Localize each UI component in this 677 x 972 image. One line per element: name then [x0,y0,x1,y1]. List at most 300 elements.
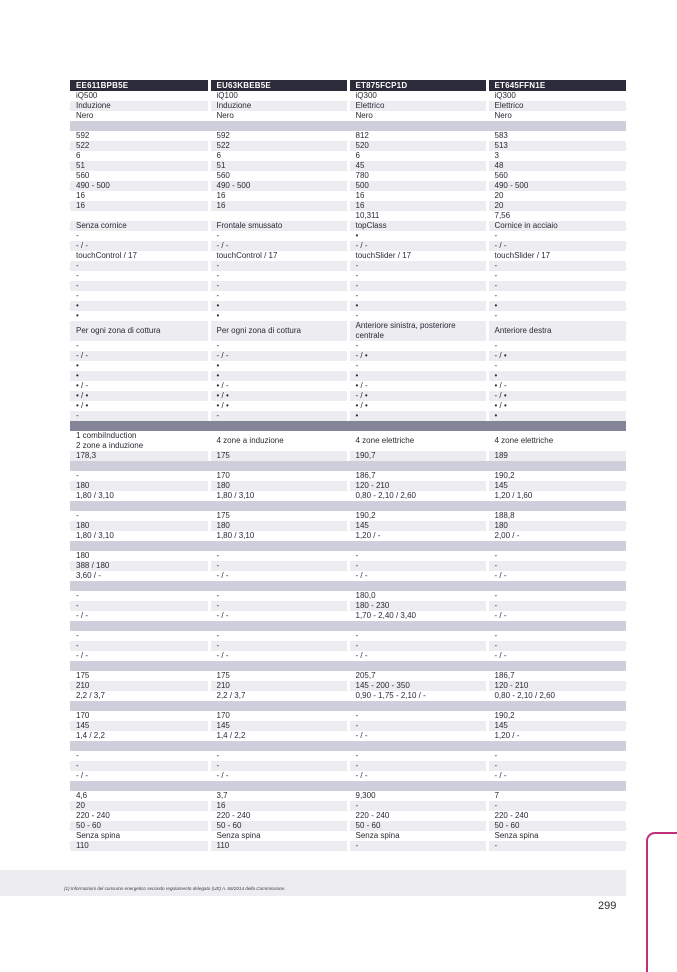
table-cell: 180 - 230 [348,601,487,611]
table-cell: • [209,311,348,321]
section-divider-cell [70,461,626,471]
table-cell: 1,20 / - [487,731,626,741]
section-divider-cell [70,421,626,431]
table-cell: 0,90 - 1,75 - 2,10 / - [348,691,487,701]
table-cell: - [487,591,626,601]
section-divider [70,581,626,591]
table-cell: 2,00 / - [487,531,626,541]
table-row [70,601,626,611]
table-cell: - / - [209,651,348,661]
table-cell: • [487,411,626,421]
table-cell: 1,4 / 2,2 [209,731,348,741]
table-cell: 20 [487,191,626,201]
table-cell: 110 [209,841,348,851]
table-cell: - [487,841,626,851]
table-cell: 9,300 [348,791,487,801]
section-divider-cell [70,781,626,791]
table-cell: Nero [76,111,94,120]
table-cell: - [70,601,209,611]
table-cell: 145 [487,721,626,731]
table-cell: 1,80 / 3,10 [209,491,348,501]
table-cell: 120 - 210 [487,681,626,691]
table-cell: - / • [487,351,626,361]
table-cell: Elettrico [348,101,487,111]
table-cell: - [348,341,487,351]
table-cell: touchSlider / 17 [487,251,626,261]
table-cell: - [348,361,487,371]
table-cell: • [348,411,487,421]
table-cell: 812 [348,131,487,141]
table-row [70,151,626,161]
table-cell: 1 combiInduction 2 zone a induzione [76,431,144,450]
table-cell: - [209,271,348,281]
table-row [70,651,626,661]
table-cell: - / - [487,651,626,661]
table-cell: 3,7 [209,791,348,801]
table-cell: Anteriore sinistra, posteriore centrale [348,321,487,341]
table-row [70,671,626,681]
table-cell: 186,7 [487,671,626,681]
table-cell [209,211,348,221]
table-cell: Cornice in acciaio [487,221,626,231]
table-cell: 180,0 [348,591,487,601]
table-cell: - / - [70,241,209,251]
table-cell: 190,7 [348,451,487,461]
table-cell: 1,80 / 3,10 [209,531,348,541]
table-cell: • / • [70,391,209,401]
table-cell: 513 [487,141,626,151]
table-cell: - [348,551,487,561]
section-divider [70,621,626,631]
table-cell: - [487,751,626,761]
table-cell: - [209,751,348,761]
section-divider-cell [70,581,626,591]
table-cell: 520 [348,141,487,151]
table-cell: - [76,471,79,480]
table-cell: 178,3 [70,451,209,461]
table-cell: 170 [76,711,90,720]
table-row [70,381,626,391]
table-row [70,551,626,561]
table-cell: 780 [348,171,487,181]
table-cell: touchSlider / 17 [348,251,487,261]
table-row [70,291,626,301]
table-row [70,281,626,291]
table-cell: - / - [209,351,348,361]
table-row [70,401,626,411]
table-cell: 10,311 [348,211,487,221]
table-cell: - [209,291,348,301]
table-row [70,761,626,771]
section-divider [70,121,626,131]
table-cell: Induzione [70,101,209,111]
table-cell: • [209,361,348,371]
table-cell: 2,2 / 3,7 [76,691,105,700]
table-cell: 190,2 [487,471,626,481]
table-cell: - / - [209,771,348,781]
table-cell: 220 - 240 [348,811,487,821]
table-cell: Senza cornice [70,221,209,231]
table-cell: 16 [348,201,487,211]
table-cell: - [348,281,487,291]
table-cell: 16 [209,801,348,811]
table-cell: - / - [348,571,487,581]
table-cell: - [76,341,79,350]
table-cell: 6 [209,151,348,161]
table-cell: • [487,301,626,311]
table-row [70,681,626,691]
table-row [70,631,626,641]
table-cell: - [487,631,626,641]
table-cell: - [76,291,79,300]
table-cell: - [348,271,487,281]
table-cell: 2,2 / 3,7 [209,691,348,701]
page-number: 299 [598,900,617,912]
table-row [70,481,626,491]
table-cell: iQ500 [76,91,98,100]
table-cell: - / - [70,351,209,361]
table-cell: 490 - 500 [70,181,209,191]
table-cell: - [70,641,209,651]
section-divider-cell [70,541,626,551]
table-cell: 180 [209,481,348,491]
table-cell: 50 - 60 [348,821,487,831]
table-cell: - [209,231,348,241]
table-cell: 180 [76,551,90,560]
table-row [70,611,626,621]
table-row [70,791,626,801]
table-row [70,171,626,181]
table-cell: - [70,761,209,771]
table-cell: - / - [76,611,88,620]
table-row [70,301,626,311]
table-cell: - [487,291,626,301]
model-header: ET875FCP1D [348,80,487,91]
table-row [70,431,626,451]
corner-decoration [646,832,677,972]
table-cell: Anteriore destra [487,321,626,341]
table-cell: • [70,301,209,311]
table-cell: - [209,341,348,351]
table-row [70,801,626,811]
table-cell: - / - [348,651,487,661]
table-cell: • / • [76,401,89,410]
table-cell: 583 [487,131,626,141]
table-row [70,511,626,521]
table-row [70,811,626,821]
table-cell: 48 [487,161,626,171]
table-cell: 592 [209,131,348,141]
table-cell: - [348,561,487,571]
table-row [70,241,626,251]
section-divider [70,461,626,471]
table-cell: 1,20 / - [348,531,487,541]
table-cell: - / - [76,651,88,660]
table-cell: - [209,591,348,601]
table-cell: 0,80 - 2,10 / 2,60 [348,491,487,501]
table-row [70,321,626,341]
table-cell: 51 [209,161,348,171]
table-cell: 16 [209,201,348,211]
table-cell: - / - [487,611,626,621]
table-cell: • / • [209,401,348,411]
table-row [70,251,626,261]
table-cell: 51 [70,161,209,171]
section-divider-cell [70,661,626,671]
table-cell: - [487,601,626,611]
table-cell: 145 [487,481,626,491]
table-cell: • [76,311,79,320]
table-cell: 16 [348,191,487,201]
table-cell: - [209,561,348,571]
table-cell: Elettrico [487,101,626,111]
table-cell: 490 - 500 [487,181,626,191]
table-cell: 560 [76,171,90,180]
table-cell: touchControl / 17 [76,251,137,260]
table-row [70,371,626,381]
table-cell: • [348,371,487,381]
table-cell: 50 - 60 [209,821,348,831]
section-divider [70,741,626,751]
section-divider [70,501,626,511]
table-cell: - / - [209,571,348,581]
table-row [70,841,626,851]
table-cell: 180 [70,481,209,491]
section-divider [70,781,626,791]
table-cell: 560 [209,171,348,181]
section-divider-cell [70,741,626,751]
table-cell: 4 zone elettriche [348,431,487,451]
table-cell: 16 [76,191,85,200]
table-row [70,91,626,101]
table-cell: - / - [76,771,88,780]
table-row [70,571,626,581]
table-cell: - [209,631,348,641]
table-row [70,771,626,781]
table-cell: 175 [209,451,348,461]
table-cell: 560 [487,171,626,181]
table-cell: 1,80 / 3,10 [76,531,114,540]
table-row [70,271,626,281]
table-cell: - / • [348,391,487,401]
table-cell: - [348,631,487,641]
table-cell: 145 [348,521,487,531]
table-row [70,561,626,571]
table-cell: - [487,801,626,811]
table-row [70,411,626,421]
table-row [70,191,626,201]
table-cell: - [348,721,487,731]
table-row [70,721,626,731]
table-cell: 210 [209,681,348,691]
table-cell: - [487,271,626,281]
section-divider-cell [70,621,626,631]
table-cell: - / - [487,571,626,581]
table-cell: Nero [209,111,348,121]
table-cell: 50 - 60 [70,821,209,831]
table-cell: Senza spina [76,831,121,840]
table-cell: - [487,231,626,241]
table-cell: - / - [348,771,487,781]
table-cell: - [487,641,626,651]
model-header: EU63KBEB5E [209,80,348,91]
table-cell: 110 [70,841,209,851]
table-row [70,221,626,231]
table-cell: - / - [209,611,348,621]
table-cell: - [209,261,348,271]
table-row [70,261,626,271]
table-cell: • [209,371,348,381]
table-cell: - / - [487,771,626,781]
table-row [70,131,626,141]
table-cell: 7,56 [487,211,626,221]
section-divider [70,541,626,551]
table-row [70,141,626,151]
table-cell: - [70,281,209,291]
table-cell: 175 [209,671,348,681]
table-cell: 4 zone elettriche [487,431,626,451]
table-cell: - [487,341,626,351]
table-cell: - / - [348,241,487,251]
table-cell: 180 [209,521,348,531]
table-cell: 522 [70,141,209,151]
table-row [70,211,626,221]
table-cell: 1,20 / 1,60 [487,491,626,501]
table-cell: - [348,761,487,771]
table-row [70,471,626,481]
table-cell: 522 [209,141,348,151]
table-cell: - / • [348,351,487,361]
table-cell: 16 [209,191,348,201]
table-cell: Frontale smussato [209,221,348,231]
table-row [70,591,626,601]
table-cell: - [487,561,626,571]
table-cell: - [487,311,626,321]
table-cell: - [209,641,348,651]
table-cell: • [487,371,626,381]
table-cell: - [76,631,79,640]
table-cell: 20 [487,201,626,211]
table-cell: 20 [70,801,209,811]
table-cell: • / • [348,401,487,411]
table-cell: 189 [487,451,626,461]
table-cell: 186,7 [348,471,487,481]
table-cell: 0,80 - 2,10 / 2,60 [487,691,626,701]
table-cell: • [76,361,79,370]
table-cell: - [487,261,626,271]
table-cell: - [487,551,626,561]
table-row [70,201,626,211]
table-cell: 190,2 [348,511,487,521]
model-header: EE611BPB5E [70,80,209,91]
table-cell: - [348,801,487,811]
table-cell: 490 - 500 [209,181,348,191]
table-cell: - [76,271,79,280]
table-row [70,691,626,701]
table-cell: 145 - 200 - 350 [348,681,487,691]
table-row [70,231,626,241]
table-cell: iQ100 [209,91,348,101]
table-cell: Senza spina [348,831,487,841]
table-cell: Per ogni zona di cottura [209,321,348,341]
table-row [70,451,626,461]
table-cell: • / • [209,391,348,401]
model-header: ET645FFN1E [487,80,626,91]
table-row [70,521,626,531]
table-cell: - / - [209,241,348,251]
table-cell: 145 [70,721,209,731]
table-cell: 220 - 240 [76,811,110,820]
table-cell: Senza spina [209,831,348,841]
table-cell: topClass [348,221,487,231]
table-cell: - [209,411,348,421]
table-row [70,161,626,171]
footnote-area [0,870,626,896]
table-cell: 388 / 180 [70,561,209,571]
table-cell: - [487,281,626,291]
table-cell: 170 [209,711,348,721]
table-cell: • [348,301,487,311]
table-cell: - [70,411,209,421]
table-row [70,821,626,831]
section-divider-cell [70,501,626,511]
section-divider [70,701,626,711]
table-cell: 210 [70,681,209,691]
table-cell: 16 [70,201,209,211]
table-cell: Nero [487,111,626,121]
table-cell: iQ300 [348,91,487,101]
table-cell: • [209,301,348,311]
table-cell: 4 zone a induzione [209,431,348,451]
table-row [70,531,626,541]
table-cell: Senza spina [487,831,626,841]
table-cell: 205,7 [348,671,487,681]
table-row [70,731,626,741]
table-cell: 190,2 [487,711,626,721]
table-cell: 500 [348,181,487,191]
table-cell: 180 [487,521,626,531]
table-cell: 3,60 / - [76,571,101,580]
table-cell: - [348,711,487,721]
table-cell: - [348,841,487,851]
table-cell: 1,70 - 2,40 / 3,40 [348,611,487,621]
table-cell: 170 [209,471,348,481]
table-row [70,351,626,361]
spec-table [70,80,626,851]
table-cell: 220 - 240 [487,811,626,821]
table-row [70,341,626,351]
table-cell: - [76,511,79,520]
table-cell: 145 [209,721,348,731]
table-cell: • [348,231,487,241]
table-cell: 7 [487,791,626,801]
table-row [70,101,626,111]
table-cell: 6 [348,151,487,161]
table-row [70,711,626,721]
table-row [70,111,626,121]
table-row [70,831,626,841]
table-cell: - / • [487,391,626,401]
table-row [70,751,626,761]
table-cell: 45 [348,161,487,171]
footnote: (1) Informazioni del consumo energetico secondo regolamento delegato (UE) n. 66/2014 della Commissione. [64,886,286,891]
table-cell: - [76,231,79,240]
table-cell: 180 [70,521,209,531]
table-cell: 6 [76,151,81,160]
table-cell: • / - [76,381,89,390]
table-cell: • / - [487,381,626,391]
table-cell: 592 [76,131,90,140]
